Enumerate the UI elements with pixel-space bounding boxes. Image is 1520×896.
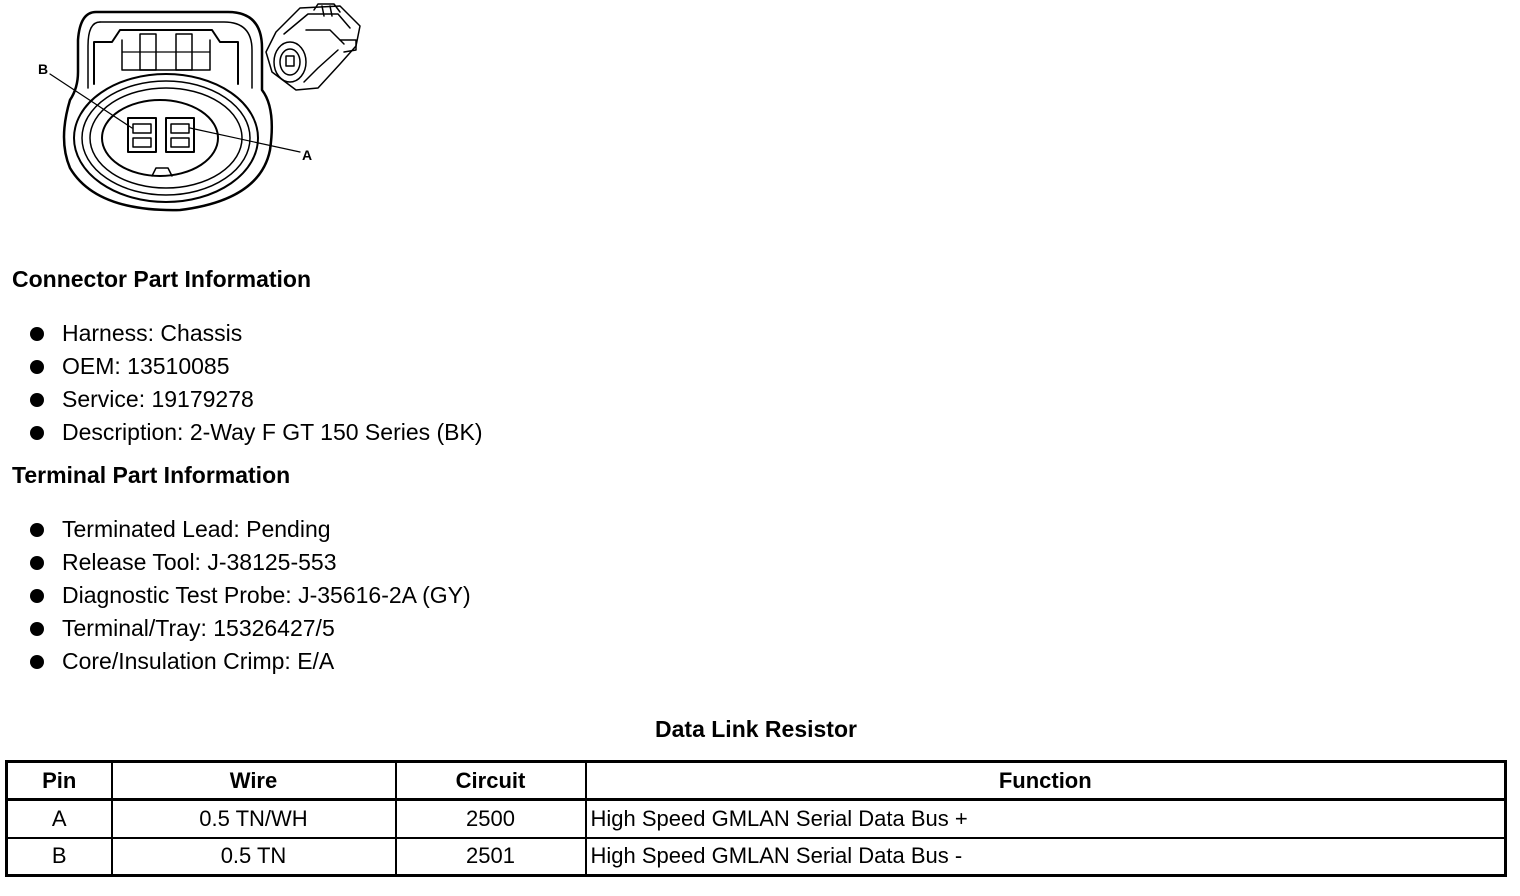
table-row	[7, 838, 1506, 876]
pin-table	[5, 760, 1507, 877]
column-header-function: Function	[586, 762, 1506, 800]
callout-a-label: A	[302, 147, 313, 163]
list-item	[28, 612, 471, 645]
list-item-text: OEM: 13510085	[62, 353, 230, 379]
bullet-icon	[30, 589, 44, 603]
column-header-circuit: Circuit	[396, 762, 586, 800]
cell-circuit: 2501	[396, 838, 586, 876]
table-caption: Data Link Resistor	[655, 716, 857, 742]
lock-tab	[94, 30, 238, 84]
cell-wire: 0.5 TN/WH	[112, 800, 396, 838]
bullet-icon	[30, 327, 44, 341]
list-item	[28, 579, 471, 612]
list-item	[28, 546, 471, 579]
table-header-row	[7, 762, 1506, 800]
list-item-text: Service: 19179278	[62, 386, 254, 412]
terminal-part-info-list	[28, 513, 471, 678]
list-item-text: Terminated Lead: Pending	[62, 516, 331, 542]
connector-diagram	[0, 0, 380, 230]
list-item-text: Description: 2-Way F GT 150 Series (BK)	[62, 419, 483, 445]
list-item-text: Harness: Chassis	[62, 320, 243, 346]
terminal-part-info-heading: Terminal Part Information	[12, 462, 291, 488]
connector-face-illustration	[0, 0, 380, 230]
cell-circuit: 2500	[396, 800, 586, 838]
bullet-icon	[30, 523, 44, 537]
list-item	[28, 317, 483, 350]
cell-function: High Speed GMLAN Serial Data Bus -	[586, 838, 1506, 876]
bullet-icon	[30, 393, 44, 407]
callout-b-label: B	[38, 61, 49, 77]
table-row	[7, 800, 1506, 838]
column-header-wire: Wire	[112, 762, 396, 800]
connector-part-info-heading: Connector Part Information	[12, 266, 312, 292]
list-item-text: Diagnostic Test Probe: J-35616-2A (GY)	[62, 582, 471, 608]
list-item-text: Release Tool: J-38125-553	[62, 549, 337, 575]
connector-iso-thumbnail	[266, 4, 360, 90]
list-item	[28, 383, 483, 416]
list-item-text: Terminal/Tray: 15326427/5	[62, 615, 335, 641]
bullet-icon	[30, 655, 44, 669]
list-item	[28, 416, 483, 449]
list-item	[28, 513, 471, 546]
bullet-icon	[30, 556, 44, 570]
list-item	[28, 645, 471, 678]
bullet-icon	[30, 426, 44, 440]
bullet-icon	[30, 622, 44, 636]
inner-face	[102, 100, 218, 176]
connector-part-info-list	[28, 317, 483, 449]
cell-pin: A	[7, 800, 112, 838]
cell-function: High Speed GMLAN Serial Data Bus +	[586, 800, 1506, 838]
cell-pin: B	[7, 838, 112, 876]
cell-wire: 0.5 TN	[112, 838, 396, 876]
bullet-icon	[30, 360, 44, 374]
list-item-text: Core/Insulation Crimp: E/A	[62, 648, 335, 674]
list-item	[28, 350, 483, 383]
column-header-pin: Pin	[7, 762, 112, 800]
